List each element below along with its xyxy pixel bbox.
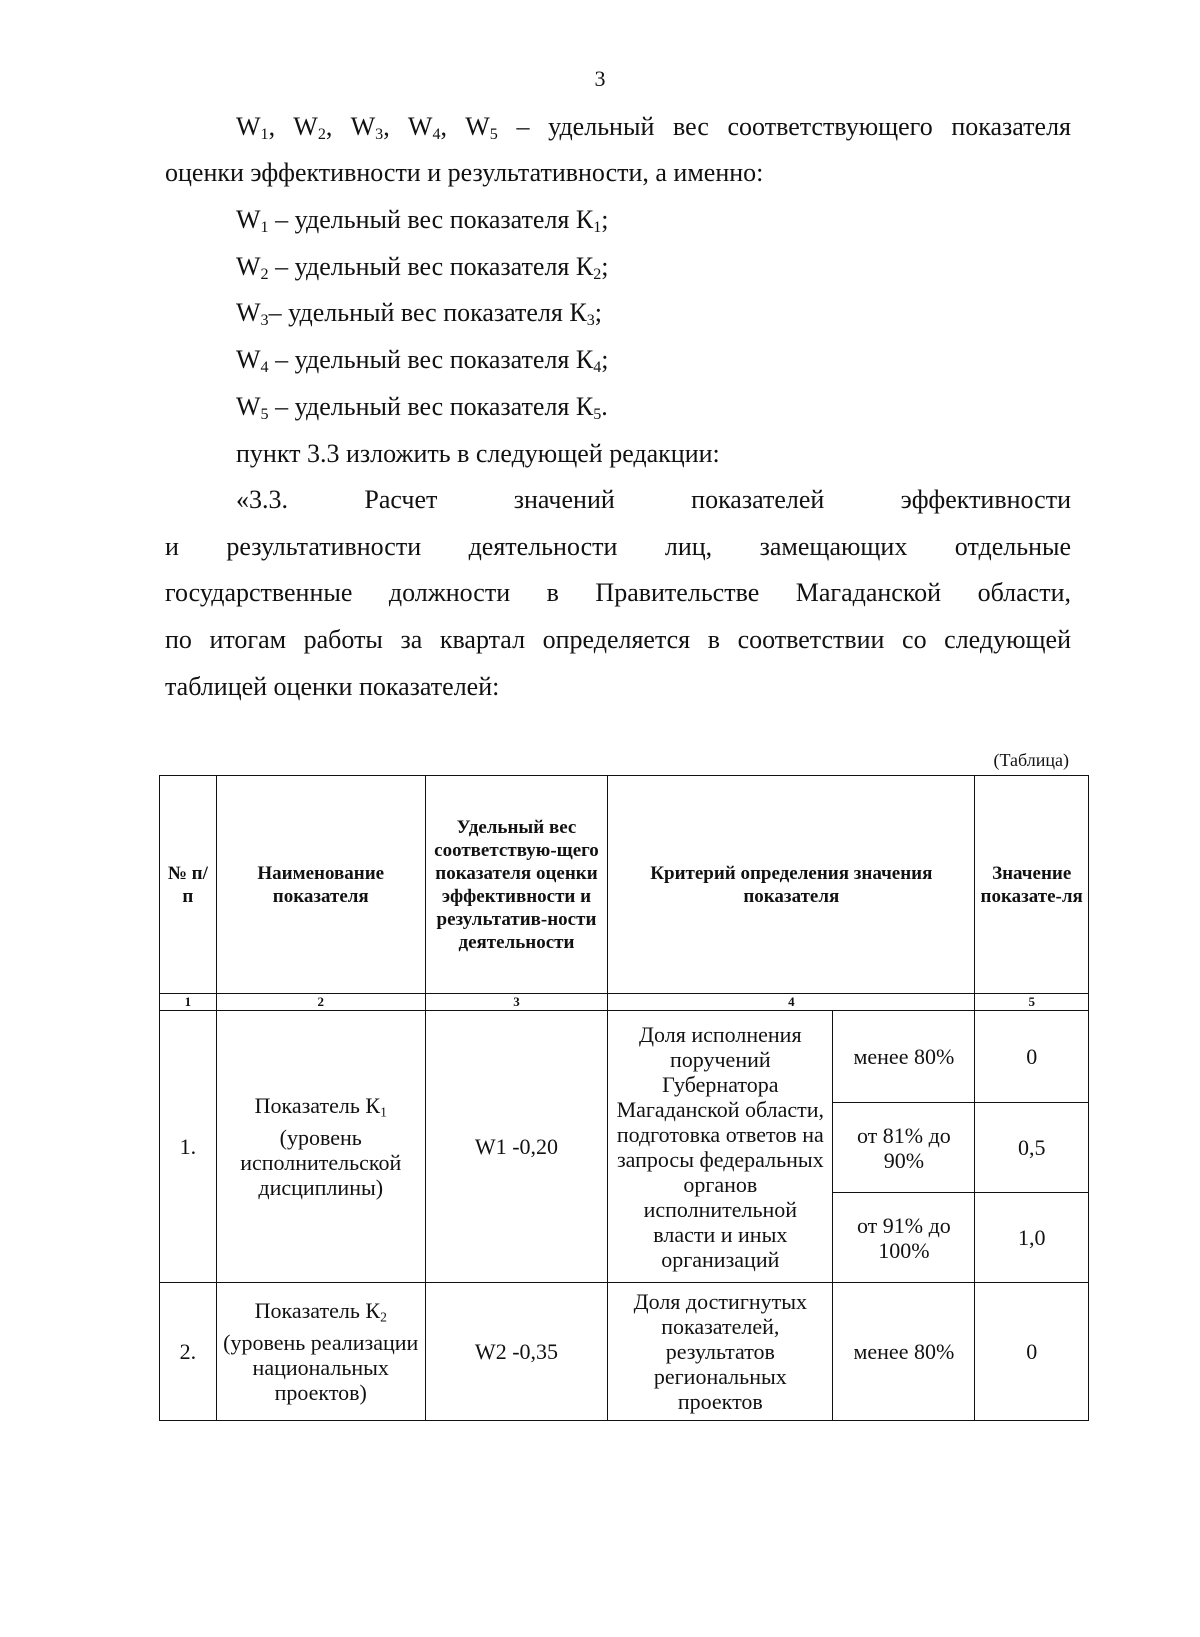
column-number-row — [160, 994, 1089, 1011]
clause-line-1: «3.3. Расчет значений показателей эффективности — [236, 485, 1071, 514]
header-weight: Удельный вес соответствую-щего показателя оценки эффективности и результатив-ности деятельности — [425, 776, 608, 994]
table-header-row — [160, 776, 1089, 994]
weight-line-5: $W_5$ – удельный вес показателя $К_5$. — [236, 392, 608, 424]
clause-intro: пункт 3.3 изложить в следующей редакции: — [236, 439, 720, 468]
clause-line-5: таблицей оценки показателей: — [165, 672, 500, 701]
col-number: 1 — [160, 994, 217, 1011]
row-value: 0,5 — [975, 1103, 1089, 1193]
row-range: от 81% до 90% — [833, 1103, 975, 1193]
row-value: 0 — [975, 1283, 1089, 1421]
clause-line-2: и результативности деятельности лиц, замещающих отдельные — [165, 532, 1071, 561]
row-weight: W2 -0,35 — [425, 1283, 608, 1421]
header-name: Наименование показателя — [216, 776, 425, 994]
table-row — [160, 1011, 1089, 1103]
col-number: 3 — [425, 994, 608, 1011]
weight-line-2: $W_2$ – удельный вес показателя $К_2$; — [236, 252, 609, 284]
row-value: 1,0 — [975, 1193, 1089, 1283]
row-criterion: Доля достигнутых показателей, результатов региональных проектов — [608, 1283, 833, 1421]
col-number: 4 — [608, 994, 975, 1011]
intro-line-2: оценки эффективности и результативности, а именно: — [165, 158, 764, 187]
header-num: № п/п — [160, 776, 217, 994]
row-num: 2. — [160, 1283, 217, 1421]
col-number: 5 — [975, 994, 1089, 1011]
header-value: Значение показате-ля — [975, 776, 1089, 994]
row-criterion: Доля исполнения поручений Губернатора Магаданской области, подготовка ответов на запросы федеральных органов исполнительной власти и иных организаций — [608, 1011, 833, 1283]
row-range: менее 80% — [833, 1011, 975, 1103]
weight-line-4: $W_4$ – удельный вес показателя $К_4$; — [236, 345, 609, 377]
indicators-table — [159, 775, 1089, 1421]
col-number: 2 — [216, 994, 425, 1011]
table-row — [160, 1283, 1089, 1421]
row-name: Показатель $К_2$ (уровень реализации национальных проектов) — [216, 1283, 425, 1421]
page-number: 3 — [594, 66, 606, 91]
table-tag: (Таблица) — [993, 750, 1069, 770]
row-range: от 91% до 100% — [833, 1193, 975, 1283]
clause-line-3: государственные должности в Правительстве Магаданской области, — [165, 578, 1071, 607]
row-range: менее 80% — [833, 1283, 975, 1421]
clause-line-4: по итогам работы за квартал определяется в соответствии со следующей — [165, 625, 1071, 654]
row-num: 1. — [160, 1011, 217, 1283]
weight-line-1: $W_1$ – удельный вес показателя $К_1$; — [236, 205, 609, 237]
row-weight: W1 -0,20 — [425, 1011, 608, 1283]
row-value: 0 — [975, 1011, 1089, 1103]
intro-line-1: $W_1$, $W_2$, $W_3$, $W_4$, $W_5$ – удельный вес соответствующего показателя — [236, 112, 1072, 144]
weight-line-3: $W_3-$ удельный вес показателя $К_3$; — [236, 298, 603, 330]
header-criterion: Критерий определения значения показателя — [608, 776, 975, 994]
row-name: Показатель $К_1$ (уровень исполнительской дисциплины) — [216, 1011, 425, 1283]
